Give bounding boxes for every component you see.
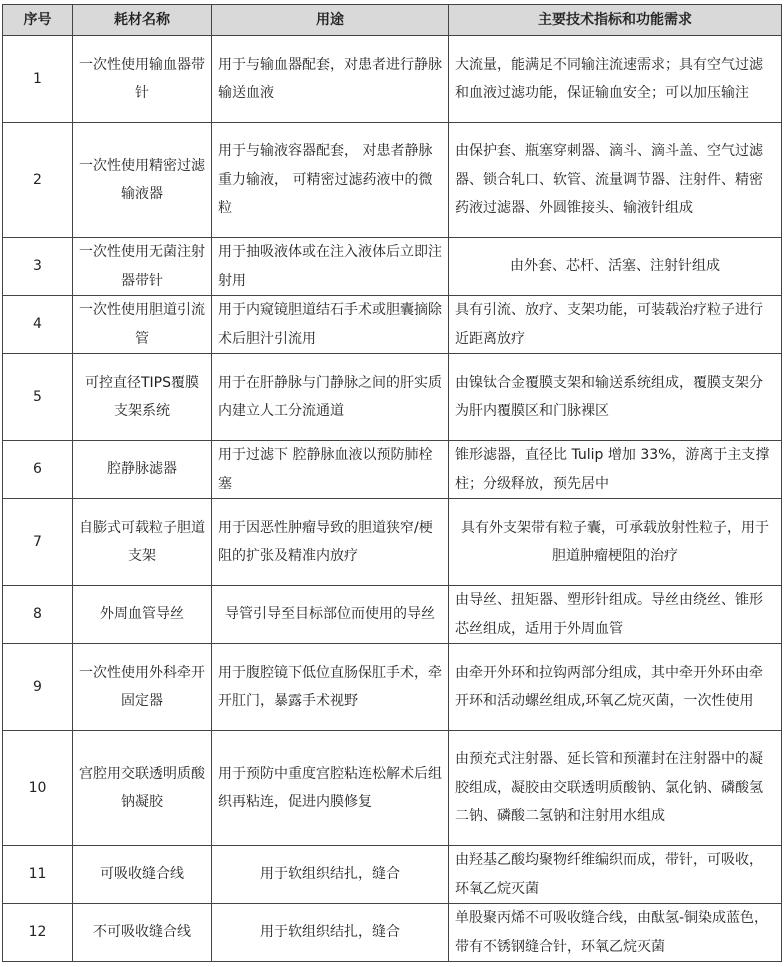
cell-use: 用于软组织结扎，缝合	[212, 904, 449, 962]
cell-use: 用于软组织结扎，缝合	[212, 846, 449, 904]
cell-spec: 由保护套、瓶塞穿刺器、滴斗、滴斗盖、空气过滤器、锁合轧口、软管、流量调节器、注射件、精密药液过滤器、外圆锥接头、输液针组成	[449, 123, 782, 238]
cell-name: 一次性使用胆道引流管	[73, 296, 212, 354]
header-no: 序号	[3, 5, 73, 36]
cell-spec: 单股聚丙烯不可吸收缝合线，由酞氢-铜染成蓝色，带有不锈钢缝合针，环氧乙烷灭菌	[449, 904, 782, 962]
cell-name: 一次性使用外科牵开固定器	[73, 644, 212, 731]
table-row	[3, 296, 782, 354]
table-row	[3, 846, 782, 904]
table-row	[3, 354, 782, 441]
table-row	[3, 36, 782, 123]
cell-use: 用于在肝静脉与门静脉之间的肝实质内建立人工分流通道	[212, 354, 449, 441]
cell-name: 宫腔用交联透明质酸钠凝胶	[73, 731, 212, 846]
cell-spec: 由预充式注射器、延长管和预灌封在注射器中的凝胶组成，凝胶由交联透明质酸钠、氯化钠、磷酸氢二钠、磷酸二氢钠和注射用水组成	[449, 731, 782, 846]
cell-spec: 由羟基乙酸均聚物纤维编织而成，带针，可吸收，环氧乙烷灭菌	[449, 846, 782, 904]
cell-no: 1	[3, 36, 73, 123]
header-use: 用途	[212, 5, 449, 36]
cell-name: 一次性使用无菌注射器带针	[73, 238, 212, 296]
cell-use: 用于内窥镜胆道结石手术或胆囊摘除术后胆汁引流用	[212, 296, 449, 354]
consumables-spec-table	[2, 4, 782, 962]
cell-no: 5	[3, 354, 73, 441]
cell-name: 可吸收缝合线	[73, 846, 212, 904]
cell-spec: 具有引流、放疗、支架功能，可装载治疗粒子进行近距离放疗	[449, 296, 782, 354]
cell-no: 10	[3, 731, 73, 846]
cell-no: 4	[3, 296, 73, 354]
cell-use: 用于因恶性肿瘤导致的胆道狭窄/梗阻的扩张及精准内放疗	[212, 499, 449, 586]
cell-name: 一次性使用精密过滤输液器	[73, 123, 212, 238]
cell-no: 2	[3, 123, 73, 238]
cell-name: 可控直径TIPS覆膜支架系统	[73, 354, 212, 441]
cell-name: 腔静脉滤器	[73, 441, 212, 499]
cell-name: 外周血管导丝	[73, 586, 212, 644]
cell-no: 8	[3, 586, 73, 644]
cell-use: 用于腹腔镜下低位直肠保肛手术，牵开肛门，暴露手术视野	[212, 644, 449, 731]
table-row	[3, 904, 782, 962]
table-row	[3, 123, 782, 238]
cell-spec: 由牵开外环和拉钩两部分组成，其中牵开外环由牵开环和活动螺丝组成,环氧乙烷灭菌，一次性使用	[449, 644, 782, 731]
table-row	[3, 238, 782, 296]
table-row	[3, 644, 782, 731]
table-row	[3, 499, 782, 586]
cell-name: 一次性使用输血器带针	[73, 36, 212, 123]
cell-spec: 由镍钛合金覆膜支架和输送系统组成，覆膜支架分为肝内覆膜区和门脉裸区	[449, 354, 782, 441]
cell-no: 9	[3, 644, 73, 731]
cell-use: 用于与输液容器配套， 对患者静脉重力输液， 可精密过滤药液中的微粒	[212, 123, 449, 238]
table-row	[3, 441, 782, 499]
cell-name: 不可吸收缝合线	[73, 904, 212, 962]
cell-spec: 具有外支架带有粒子囊，可承载放射性粒子，用于胆道肿瘤梗阻的治疗	[449, 499, 782, 586]
cell-no: 7	[3, 499, 73, 586]
cell-use: 导管引导至目标部位而使用的导丝	[212, 586, 449, 644]
table-row	[3, 731, 782, 846]
cell-no: 3	[3, 238, 73, 296]
cell-spec: 由外套、芯杆、活塞、注射针组成	[449, 238, 782, 296]
header-name: 耗材名称	[73, 5, 212, 36]
header-row	[3, 5, 782, 36]
cell-spec: 由导丝、扭矩器、塑形针组成。导丝由绕丝、锥形芯丝组成，适用于外周血管	[449, 586, 782, 644]
cell-no: 6	[3, 441, 73, 499]
cell-no: 12	[3, 904, 73, 962]
cell-use: 用于过滤下 腔静脉血液以预防肺栓塞	[212, 441, 449, 499]
cell-name: 自膨式可载粒子胆道支架	[73, 499, 212, 586]
cell-spec: 大流量，能满足不同输注流速需求；具有空气过滤和血液过滤功能，保证输血安全；可以加压输注	[449, 36, 782, 123]
cell-use: 用于预防中重度宫腔粘连松解术后组织再粘连，促进内膜修复	[212, 731, 449, 846]
cell-no: 11	[3, 846, 73, 904]
header-spec: 主要技术指标和功能需求	[449, 5, 782, 36]
cell-use: 用于抽吸液体或在注入液体后立即注射用	[212, 238, 449, 296]
cell-use: 用于与输血器配套，对患者进行静脉输送血液	[212, 36, 449, 123]
table-row	[3, 586, 782, 644]
cell-spec: 锥形滤器，直径比 Tulip 增加 33%，游离于主支撑柱；分级释放，预先居中	[449, 441, 782, 499]
